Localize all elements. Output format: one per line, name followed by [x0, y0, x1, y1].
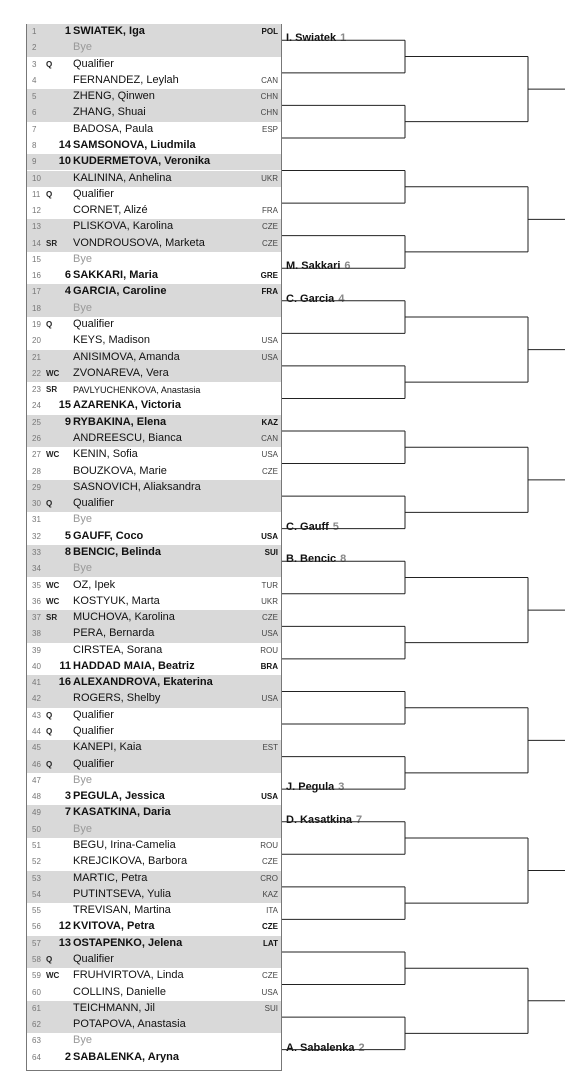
entry-status-tag: WC [46, 450, 60, 460]
draw-position-number: 56 [32, 922, 41, 932]
player-name: COLLINS, Danielle [73, 985, 166, 998]
draw-position-number: 30 [32, 499, 41, 509]
draw-position-number: 40 [32, 661, 41, 671]
entry-status-tag: Q [46, 320, 53, 330]
round2-player-name: C. Garcia [286, 292, 335, 305]
player-nationality: BRA [260, 661, 278, 671]
entry-status-tag: Q [46, 59, 53, 69]
player-seed: 10 [58, 155, 71, 168]
player-nationality: CZE [262, 222, 278, 232]
player-name: FRUHVIRTOVA, Linda [73, 969, 184, 982]
player-name: POTAPOVA, Anastasia [73, 1018, 186, 1031]
draw-position-number: 25 [32, 417, 41, 427]
player-name: TREVISAN, Martina [73, 904, 171, 917]
draw-position-number: 7 [32, 124, 37, 134]
round2-player-name: D. Kasatkina [286, 813, 353, 826]
draw-position-number: 32 [32, 531, 41, 541]
entry-status-tag: Q [46, 189, 53, 199]
player-name: MARTIC, Petra [73, 871, 148, 884]
draw-position-number: 57 [32, 938, 41, 948]
round2-player-name: A. Sabalenka [286, 1041, 355, 1054]
player-seed: 16 [58, 676, 71, 689]
player-name: Qualifier [73, 497, 114, 510]
player-name: PUTINTSEVA, Yulia [73, 887, 172, 900]
player-name: Qualifier [73, 187, 114, 200]
player-seed: 13 [58, 936, 71, 949]
player-nationality: USA [261, 531, 278, 541]
player-name: ZVONAREVA, Vera [73, 366, 169, 379]
draw-position-number: 31 [32, 515, 41, 525]
player-name: OZ, Ipek [73, 578, 116, 591]
bye-label: Bye [73, 513, 92, 526]
player-nationality: CZE [262, 238, 278, 248]
draw-position-number: 53 [32, 873, 41, 883]
round2-player-seed: 1 [340, 32, 347, 45]
entry-status-tag: WC [46, 971, 60, 981]
player-nationality: CZE [262, 971, 278, 981]
entry-status-tag: WC [46, 596, 60, 606]
entry-status-tag: SR [46, 385, 58, 395]
player-nationality: CZE [262, 613, 278, 623]
player-name: Qualifier [73, 708, 114, 721]
draw-position-number: 13 [32, 222, 41, 232]
draw-position-number: 10 [32, 173, 41, 183]
player-name: PEGULA, Jessica [73, 790, 165, 803]
player-name: Qualifier [73, 318, 114, 331]
player-nationality: USA [261, 987, 278, 997]
draw-position-number: 49 [32, 808, 41, 818]
draw-position-number: 24 [32, 401, 41, 411]
draw-position-number: 19 [32, 320, 41, 330]
player-name: VONDROUSOVA, Marketa [73, 236, 205, 249]
bye-label: Bye [73, 41, 92, 54]
entry-status-tag: SR [46, 238, 58, 248]
entry-status-tag: WC [46, 368, 60, 378]
draw-position-number: 38 [32, 629, 41, 639]
draw-position-number: 44 [32, 727, 41, 737]
player-nationality: UKR [261, 596, 278, 606]
player-nationality: FRA [261, 287, 278, 297]
bye-label: Bye [73, 822, 92, 835]
draw-position-number: 64 [32, 1052, 41, 1062]
player-seed: 3 [64, 790, 71, 803]
player-name: ROGERS, Shelby [73, 692, 161, 705]
player-name: FERNANDEZ, Leylah [73, 73, 179, 86]
player-name: KASATKINA, Daria [73, 806, 171, 819]
draw-position-number: 28 [32, 466, 41, 476]
player-nationality: CHN [260, 108, 278, 118]
player-nationality: SUI [264, 547, 278, 557]
player-name: SASNOVICH, Aliaksandra [73, 480, 201, 493]
player-name: Qualifier [73, 952, 114, 965]
draw-position-number: 17 [32, 287, 41, 297]
player-seed: 5 [64, 529, 71, 542]
draw-position-number: 50 [32, 824, 41, 834]
player-name: ANDREESCU, Bianca [73, 432, 182, 444]
draw-position-number: 33 [32, 547, 41, 557]
player-nationality: SUI [264, 1003, 278, 1013]
draw-position-number: 42 [32, 694, 41, 704]
player-name: CIRSTEA, Sorana [73, 643, 163, 656]
player-nationality: ROU [260, 645, 278, 655]
player-seed: 1 [64, 25, 71, 37]
player-nationality: ROU [260, 841, 278, 850]
draw-position-number: 4 [32, 75, 37, 85]
draw-position-number: 8 [32, 140, 37, 150]
player-nationality: CZE [262, 466, 278, 476]
player-name: KVITOVA, Petra [73, 920, 155, 933]
draw-position-number: 3 [32, 59, 37, 69]
draw-position-number: 63 [32, 1036, 41, 1046]
player-nationality: USA [261, 450, 278, 460]
player-nationality: CHN [260, 92, 278, 102]
entry-status-tag: Q [46, 710, 53, 720]
entry-status-tag: Q [46, 499, 53, 509]
player-name: ZHANG, Shuai [73, 106, 146, 119]
player-nationality: UKR [261, 173, 278, 183]
player-name: ANISIMOVA, Amanda [73, 350, 180, 363]
round2-player-name: J. Pegula [286, 781, 335, 794]
round2-player-seed: 2 [358, 1041, 365, 1054]
draw-position-number: 60 [32, 987, 41, 997]
player-name: KOSTYUK, Marta [73, 594, 160, 607]
round2-player-seed: 6 [344, 260, 351, 273]
player-name: ALEXANDROVA, Ekaterina [73, 676, 213, 689]
draw-position-number: 16 [32, 271, 41, 281]
round2-player-name: C. Gauff [286, 520, 329, 533]
bye-label: Bye [73, 1034, 92, 1047]
player-seed: 8 [64, 545, 71, 558]
draw-position-number: 61 [32, 1003, 41, 1013]
player-seed: 9 [64, 415, 71, 428]
player-name: PLISKOVA, Karolina [73, 220, 174, 233]
player-nationality: KAZ [262, 889, 278, 899]
player-name: GARCIA, Caroline [73, 285, 167, 298]
draw-position-number: 27 [32, 450, 41, 460]
player-nationality: USA [261, 792, 278, 802]
entry-status-tag: WC [46, 580, 60, 590]
bye-label: Bye [73, 301, 92, 314]
player-nationality: LAT [263, 938, 278, 948]
draw-position-number: 39 [32, 645, 41, 655]
player-seed: 14 [58, 138, 71, 151]
round2-player-name: M. Sakkari [286, 260, 341, 273]
draw-position-number: 48 [32, 792, 41, 802]
draw-position-number: 55 [32, 906, 41, 916]
draw-position-number: 5 [32, 92, 37, 102]
draw-position-number: 11 [32, 189, 41, 199]
round2-player-seed: 7 [356, 813, 363, 826]
player-seed: 15 [58, 399, 71, 412]
player-nationality: CAN [261, 75, 278, 85]
entry-status-tag: Q [46, 759, 53, 769]
player-nationality: ESP [261, 124, 278, 134]
player-name: PERA, Bernarda [73, 627, 155, 640]
player-nationality: USA [261, 629, 278, 639]
player-name: KEYS, Madison [73, 334, 151, 347]
draw-position-number: 34 [32, 564, 41, 574]
player-nationality: TUR [261, 580, 278, 590]
player-seed: 6 [64, 269, 71, 282]
draw-position-number: 20 [32, 336, 41, 346]
player-name: BEGU, Irina-Camelia [73, 839, 176, 851]
player-name: AZARENKA, Victoria [73, 399, 181, 412]
player-name: TEICHMANN, Jil [73, 1001, 155, 1014]
player-name: KUDERMETOVA, Veronika [73, 155, 211, 168]
draw-position-number: 6 [32, 108, 37, 118]
player-nationality: USA [261, 336, 278, 346]
player-name: KENIN, Sofia [73, 448, 138, 461]
player-seed: 7 [64, 806, 71, 819]
round2-player-name: B. Bencic [286, 553, 337, 566]
player-nationality: KAZ [261, 417, 278, 427]
draw-position-number: 26 [32, 434, 41, 443]
player-name: MUCHOVA, Karolina [73, 611, 175, 624]
draw-position-number: 47 [32, 775, 41, 785]
player-name: ZHENG, Qinwen [73, 90, 155, 103]
draw-position-number: 22 [32, 368, 41, 378]
draw-position-number: 2 [32, 43, 37, 53]
player-name: BENCIC, Belinda [73, 545, 162, 558]
player-name: SAKKARI, Maria [73, 269, 158, 282]
player-name: Qualifier [73, 57, 114, 70]
player-name: Qualifier [73, 725, 114, 738]
player-name: KREJCIKOVA, Barbora [73, 855, 188, 868]
draw-position-number: 59 [32, 971, 41, 981]
draw-position-number: 9 [32, 157, 37, 167]
player-seed: 12 [58, 920, 71, 933]
player-name: OSTAPENKO, Jelena [73, 936, 183, 949]
draw-position-number: 41 [32, 678, 41, 688]
player-nationality: FRA [262, 206, 278, 216]
player-name: BOUZKOVA, Marie [73, 464, 167, 477]
player-nationality: CZE [262, 857, 278, 867]
player-name: SABALENKA, Aryna [73, 1050, 179, 1063]
entry-status-tag: Q [46, 727, 53, 737]
round2-player-seed: 4 [338, 292, 345, 305]
player-nationality: CZE [262, 922, 278, 932]
player-nationality: GRE [260, 271, 278, 281]
round2-player-seed: 8 [340, 553, 347, 566]
player-name: RYBAKINA, Elena [73, 415, 167, 428]
draw-position-number: 37 [32, 613, 41, 623]
bye-label: Bye [73, 773, 92, 786]
player-nationality: ITA [266, 906, 278, 916]
player-nationality: EST [262, 743, 278, 753]
draw-position-number: 1 [32, 27, 37, 36]
player-name: PAVLYUCHENKOVA, Anastasia [73, 384, 201, 395]
player-seed: 11 [59, 659, 71, 672]
bye-label: Bye [73, 562, 92, 575]
player-name: KALININA, Anhelina [73, 171, 172, 184]
player-nationality: USA [261, 694, 278, 704]
draw-position-number: 23 [32, 385, 41, 395]
round2-player-name: I. Swiatek [286, 32, 337, 45]
draw-position-number: 14 [32, 238, 41, 248]
player-name: GAUFF, Coco [73, 529, 144, 542]
draw-position-number: 12 [32, 206, 41, 216]
player-nationality: POL [261, 27, 278, 36]
round2-player-seed: 3 [338, 781, 345, 794]
player-nationality: CRO [260, 873, 278, 883]
draw-position-number: 15 [32, 254, 41, 264]
entry-status-tag: SR [46, 613, 58, 623]
player-seed: 4 [64, 285, 71, 298]
draw-position-number: 54 [32, 889, 41, 899]
draw-position-number: 29 [32, 482, 41, 492]
player-name: HADDAD MAIA, Beatriz [73, 659, 195, 672]
player-name: CORNET, Alizé [73, 204, 148, 217]
player-name: BADOSA, Paula [73, 122, 154, 135]
draw-position-number: 58 [32, 954, 41, 964]
player-seed: 2 [64, 1050, 71, 1063]
draw-position-number: 46 [32, 759, 41, 769]
bye-label: Bye [73, 252, 92, 265]
draw-position-number: 35 [32, 580, 41, 590]
player-name: KANEPI, Kaia [73, 741, 142, 754]
player-nationality: CAN [261, 434, 278, 443]
draw-position-number: 62 [32, 1020, 41, 1030]
draw-position-number: 18 [32, 303, 41, 313]
draw-position-number: 51 [32, 841, 41, 850]
player-nationality: USA [261, 352, 278, 362]
player-name: SAMSONOVA, Liudmila [73, 138, 196, 151]
round2-player-seed: 5 [332, 520, 339, 533]
entry-status-tag: Q [46, 954, 53, 964]
player-name: SWIATEK, Iga [73, 25, 145, 37]
draw-position-number: 21 [32, 352, 41, 362]
draw-position-number: 36 [32, 596, 41, 606]
player-name: Qualifier [73, 757, 114, 770]
draw-position-number: 52 [32, 857, 41, 867]
draw-position-number: 43 [32, 710, 41, 720]
draw-position-number: 45 [32, 743, 41, 753]
